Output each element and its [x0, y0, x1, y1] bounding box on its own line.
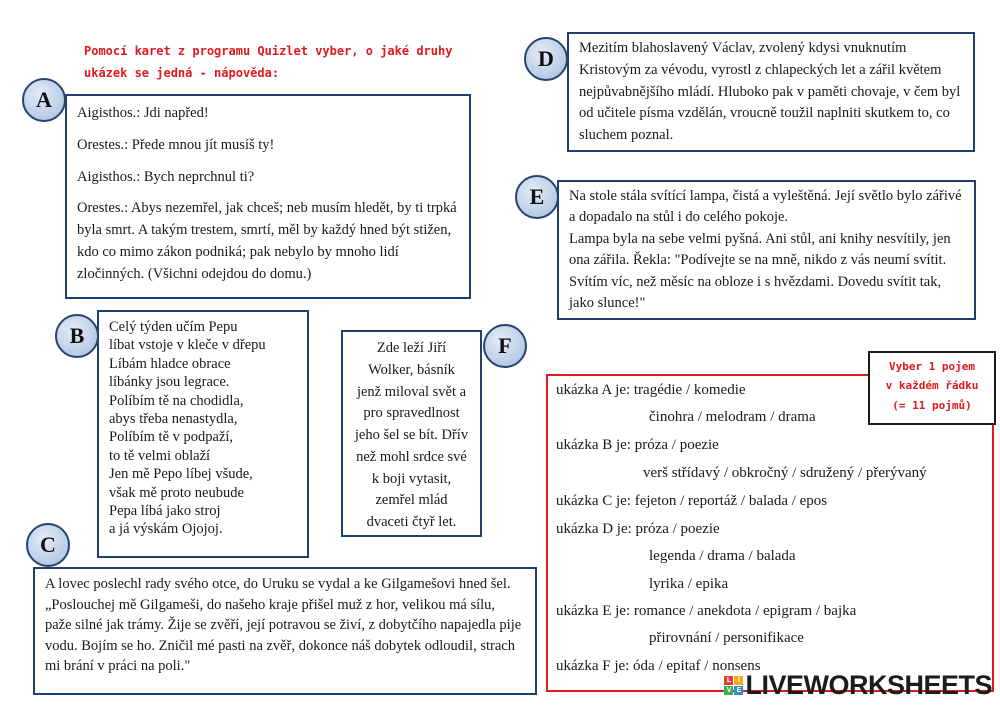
answer-row-e-options: přirovnání / personifikace	[649, 630, 804, 646]
answer-row-a: ukázka A je: tragédie / komedie	[556, 382, 746, 398]
badge-f: F	[483, 324, 527, 368]
badge-d: D	[524, 37, 568, 81]
excerpt-f-line: Wolker, básník	[368, 361, 455, 378]
answer-row-b-options: verš střídavý / obkročný / sdružený / přerývaný	[643, 465, 927, 481]
excerpt-a-line: Orestes.: Přede mnou jít musíš ty!	[77, 136, 275, 153]
badge-e: E	[515, 175, 559, 219]
answer-row-f: ukázka F je: óda / epitaf / nonsens	[556, 658, 761, 674]
note-line-1: Vyber 1 pojem	[888, 360, 976, 373]
excerpt-a-line: Aigisthos.: Bych neprchnul ti?	[77, 168, 255, 185]
logo-block-v: V	[724, 686, 733, 695]
excerpt-b-box	[97, 310, 309, 558]
excerpt-e-paragraph-1: Na stole stála svítící lampa, čistá a vyleštěná. Její světlo bylo zářivé a dopadalo na stůl i do celého pokoje.	[569, 188, 962, 226]
note-box	[868, 351, 996, 425]
note-line-3: (= 11 pojmů)	[892, 398, 972, 412]
excerpt-d-text: Mezitím blahoslavený Václav, zvolený kdysi vnuknutím Kristovým za vévodu, vyrostl z chlapeckých let a zářil květem nejpůvabnějšího mládí. Hluboko pak v paměti chovaje, v čem byl od učitele písma vzdělán, vroucně toužil naplniti skutkem to, co sluchem poznal.	[579, 40, 961, 143]
excerpt-c-paragraph-2: „Poslouchej mě Gilgameši, do našeho kraje přišel muž z hor, velikou má sílu, paže silné jak trámy. Žije se zvěří, její potravou se živí, z dobytčího napajedla pije vodu. Bojím se ho. Zničil mé pasti na zvěř, dokonce náš dobytek odloudil, strach mi brání v práci na poli."	[45, 596, 522, 675]
answer-row-d: ukázka D je: próza / poezie	[556, 521, 720, 537]
excerpt-b-line: to tě velmi oblaží	[109, 447, 211, 464]
excerpt-b-line: abys třeba nenastydla,	[109, 411, 238, 428]
liveworksheets-watermark	[724, 670, 992, 701]
excerpt-b-line: Pepa líbá jako stroj	[109, 503, 221, 520]
excerpt-f-line: jenž miloval svět a	[356, 383, 467, 400]
excerpt-f-line: než mohl srdce své	[356, 448, 467, 465]
badge-a: A	[22, 78, 66, 122]
excerpt-f-line: pro spravedlnost	[363, 405, 460, 422]
logo-block-i: I	[734, 676, 743, 685]
liveworksheets-logo-text: LIVEWORKSHEETS	[745, 670, 992, 700]
excerpt-b-line: Celý týden učím Pepu	[109, 319, 238, 335]
liveworksheets-logo-icon	[724, 676, 743, 695]
excerpt-f-line: jeho šel se bít. Dřív	[354, 427, 469, 443]
excerpt-a-line: Orestes.: Abys nezemřel, jak chceš; neb musím hledět, by ti trpká byla smrt. A takým trestem, smrtí, měl by každý hned být stižen, kdo co mimo zákon podniká; pak nebylo by mnoho lidí zločinných. (Všichni odejdou do domu.)	[77, 200, 457, 282]
excerpt-b-line: líbánky jsou legrace.	[109, 374, 230, 391]
excerpt-b-line: však mě proto neubude	[109, 484, 244, 501]
answer-row-a-options: činohra / melodram / drama	[649, 409, 816, 425]
answer-row-b: ukázka B je: próza / poezie	[556, 437, 719, 453]
excerpt-e-box	[557, 180, 976, 320]
excerpt-b-line: Políbím tě na chodidla,	[109, 392, 244, 409]
excerpt-f-line: k boji vytasit,	[371, 470, 452, 487]
excerpt-c-box	[33, 567, 537, 695]
excerpt-a-line: Aigisthos.: Jdi napřed!	[77, 105, 209, 121]
answer-row-d-options-2: lyrika / epika	[649, 576, 729, 592]
badge-c: C	[26, 523, 70, 567]
answer-row-e: ukázka E je: romance / anekdota / epigram / bajka	[556, 603, 857, 619]
excerpt-e-paragraph-2: Lampa byla na sebe velmi pyšná. Ani stůl, ani knihy nesvítily, jen ona zářila. Řekla: "Podívejte se na mně, nikdo z vás neumí svítit. Svítím víc, než měsíc na obloze i s hvězdami. Dovedu svítit tak, jako slunce!"	[569, 230, 951, 312]
logo-block-l: L	[724, 676, 733, 685]
note-line-2: v každém řádku	[885, 379, 979, 393]
excerpt-b-line: a já výskám Ojojoj.	[109, 521, 223, 538]
excerpt-b-line: Políbím tě v podpaží,	[109, 429, 234, 446]
excerpt-f-line: Zde leží Jiří	[376, 340, 447, 356]
excerpt-b-line: Jen mě Pepo líbej všude,	[109, 466, 253, 483]
answer-row-d-options-1: legenda / drama / balada	[649, 548, 796, 564]
excerpt-f-box	[341, 330, 482, 537]
excerpt-b-line: Líbám hladce obrace	[109, 355, 231, 372]
excerpt-a-box	[65, 94, 471, 299]
badge-b: B	[55, 314, 99, 358]
excerpt-f-line: dvaceti čtyř let.	[366, 514, 457, 530]
excerpt-f-line: zemřel mlád	[375, 492, 448, 509]
logo-block-e: E	[734, 686, 743, 695]
excerpt-c-paragraph-1: A lovec poslechl rady svého otce, do Uruku se vydal a ke Gilgamešovi hned šel.	[45, 576, 511, 592]
excerpt-b-line: líbat vstoje v kleče v dřepu	[109, 337, 266, 354]
answer-row-c: ukázka C je: fejeton / reportáž / balada / epos	[556, 493, 828, 509]
instruction-line-1: Pomocí karet z programu Quizlet vyber, o jaké druhy	[84, 44, 453, 58]
instruction-line-2: ukázek se jedná - nápověda:	[84, 66, 280, 81]
instruction	[84, 40, 452, 84]
excerpt-d-box	[567, 32, 975, 152]
